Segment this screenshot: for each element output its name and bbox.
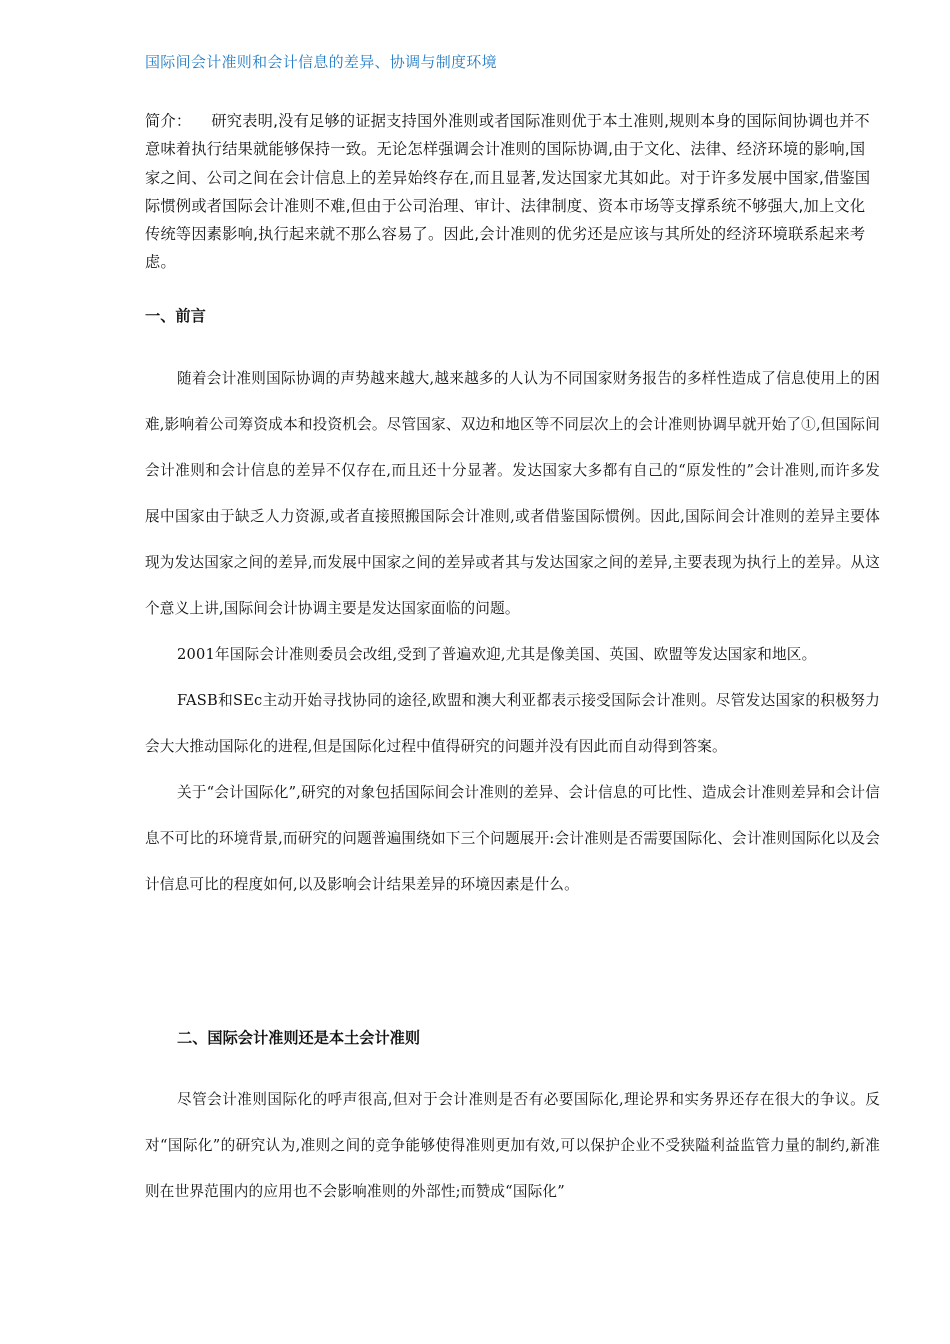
document-title: 国际间会计准则和会计信息的差异、协调与制度环境 [145,53,497,71]
section-body-preface [145,356,880,908]
abstract-text: 研究表明,没有足够的证据支持国外准则或者国际准则优于本土准则,规则本身的国际间协调也并不意味着执行结果就能够保持一致。无论怎样强调会计准则的国际协调,由于文化、法律、经济环境的影响,国家之间、公司之间在会计信息上的差异始终存在,而且显著,发达国家尤其如此。对于许多发展中国家,借鉴国际惯例或者国际会计准则不难,但由于公司治理、审计、法律制度、资本市场等支撑系统不够强大,加上文化传统等因素影响,执行起来就不那么容易了。因此,会计准则的优劣还是应该与其所处的经济环境联系起来考虑。 [145,112,871,272]
paragraph: 2001年国际会计准则委员会改组,受到了普遍欢迎,尤其是像美国、英国、欧盟等发达国家和地区。 [177,646,817,663]
paragraph: 随着会计准则国际协调的声势越来越大,越来越多的人认为不同国家财务报告的多样性造成了信息使用上的困难,影响着公司筹资成本和投资机会。尽管国家、双边和地区等不同层次上的会计准则协调早就开始了①,但国际间会计准则和会计信息的差异不仅存在,而且还十分显著。发达国家大多都有自己的“原发性的”会计准则,而许多发展中国家由于缺乏人力资源,或者直接照搬国际会计准则,或者借鉴国际惯例。因此,国际间会计准则的差异主要体现为发达国家之间的差异,而发展中国家之间的差异或者其与发达国家之间的差异,主要表现为执行上的差异。从这个意义上讲,国际间会计协调主要是发达国家面临的问题。 [145,370,880,617]
abstract-label: 简介： [145,112,192,130]
abstract [145,107,880,277]
paragraph: FASB和SEc主动开始寻找协同的途径,欧盟和澳大利亚都表示接受国际会计准则。尽管发达国家的积极努力会大大推动国际化的进程,但是国际化过程中值得研究的问题并没有因此而自动得到答案。 [145,692,880,755]
paragraph: 关于“会计国际化”,研究的对象包括国际间会计准则的差异、会计信息的可比性、造成会计准则差异和会计信息不可比的环境背景,而研究的问题普遍围绕如下三个问题展开:会计准则是否需要国际化、会计准则国际化以及会计信息可比的程度如何,以及影响会计结果差异的环境因素是什么。 [145,784,880,893]
section-heading-standards: 二、国际会计准则还是本土会计准则 [177,1029,420,1047]
section-heading-preface: 一、前言 [145,307,206,325]
section-body-standards [145,1077,880,1215]
paragraph: 尽管会计准则国际化的呼声很高,但对于会计准则是否有必要国际化,理论界和实务界还存在很大的争议。反对“国际化”的研究认为,准则之间的竞争能够使得准则更加有效,可以保护企业不受狭隘利益监管力量的制约,新准则在世界范围内的应用也不会影响准则的外部性;而赞成“国际化” [145,1091,880,1200]
